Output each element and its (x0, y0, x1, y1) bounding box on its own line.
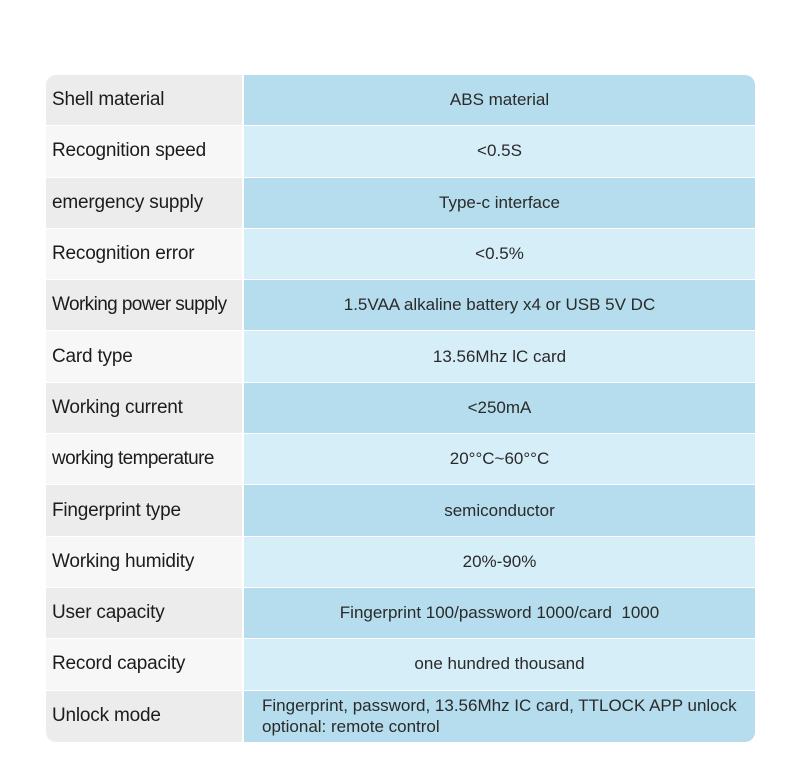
spec-row-card-type (46, 331, 755, 382)
spec-value: 13.56Mhz lC card (244, 331, 755, 381)
spec-label: User capacity (46, 588, 244, 638)
spec-row-shell-material (46, 75, 755, 126)
spec-row-recognition-error (46, 229, 755, 280)
spec-label: working temperature (46, 434, 244, 484)
spec-row-unlock-mode (46, 691, 755, 742)
spec-value: <0.5S (244, 126, 755, 176)
spec-label: Shell material (46, 75, 244, 125)
spec-label: Working humidity (46, 537, 244, 587)
spec-value: 20°°C~60°°C (244, 434, 755, 484)
spec-value: semiconductor (244, 485, 755, 535)
spec-row-recognition-speed (46, 126, 755, 177)
spec-label: Card type (46, 331, 244, 381)
spec-label: emergency supply (46, 178, 244, 228)
spec-label: Fingerprint type (46, 485, 244, 535)
spec-row-record-capacity (46, 639, 755, 690)
spec-value (244, 691, 755, 742)
spec-value: <250mA (244, 383, 755, 433)
spec-value: one hundred thousand (244, 639, 755, 689)
spec-value: <0.5% (244, 229, 755, 279)
spec-row-working-temperature (46, 434, 755, 485)
spec-row-working-power-supply (46, 280, 755, 331)
spec-value-line: optional: remote control (262, 717, 440, 737)
spec-row-working-humidity (46, 537, 755, 588)
spec-row-emergency-supply (46, 178, 755, 229)
spec-label: Record capacity (46, 639, 244, 689)
spec-row-user-capacity (46, 588, 755, 639)
spec-table (46, 75, 755, 742)
spec-row-working-current (46, 383, 755, 434)
spec-value-line: Fingerprint, password, 13.56Mhz IC card, TTLOCK APP unlock (262, 696, 737, 716)
spec-value: Type-c interface (244, 178, 755, 228)
spec-label: Working power supply (46, 280, 244, 330)
spec-value: ABS material (244, 75, 755, 125)
spec-label: Recognition error (46, 229, 244, 279)
spec-label: Recognition speed (46, 126, 244, 176)
spec-label: Unlock mode (46, 691, 244, 742)
spec-value: 1.5VAA alkaline battery x4 or USB 5V DC (244, 280, 755, 330)
spec-value: 20%-90% (244, 537, 755, 587)
spec-value: Fingerprint 100/password 1000/card 1000 (244, 588, 755, 638)
spec-label: Working current (46, 383, 244, 433)
spec-row-fingerprint-type (46, 485, 755, 536)
